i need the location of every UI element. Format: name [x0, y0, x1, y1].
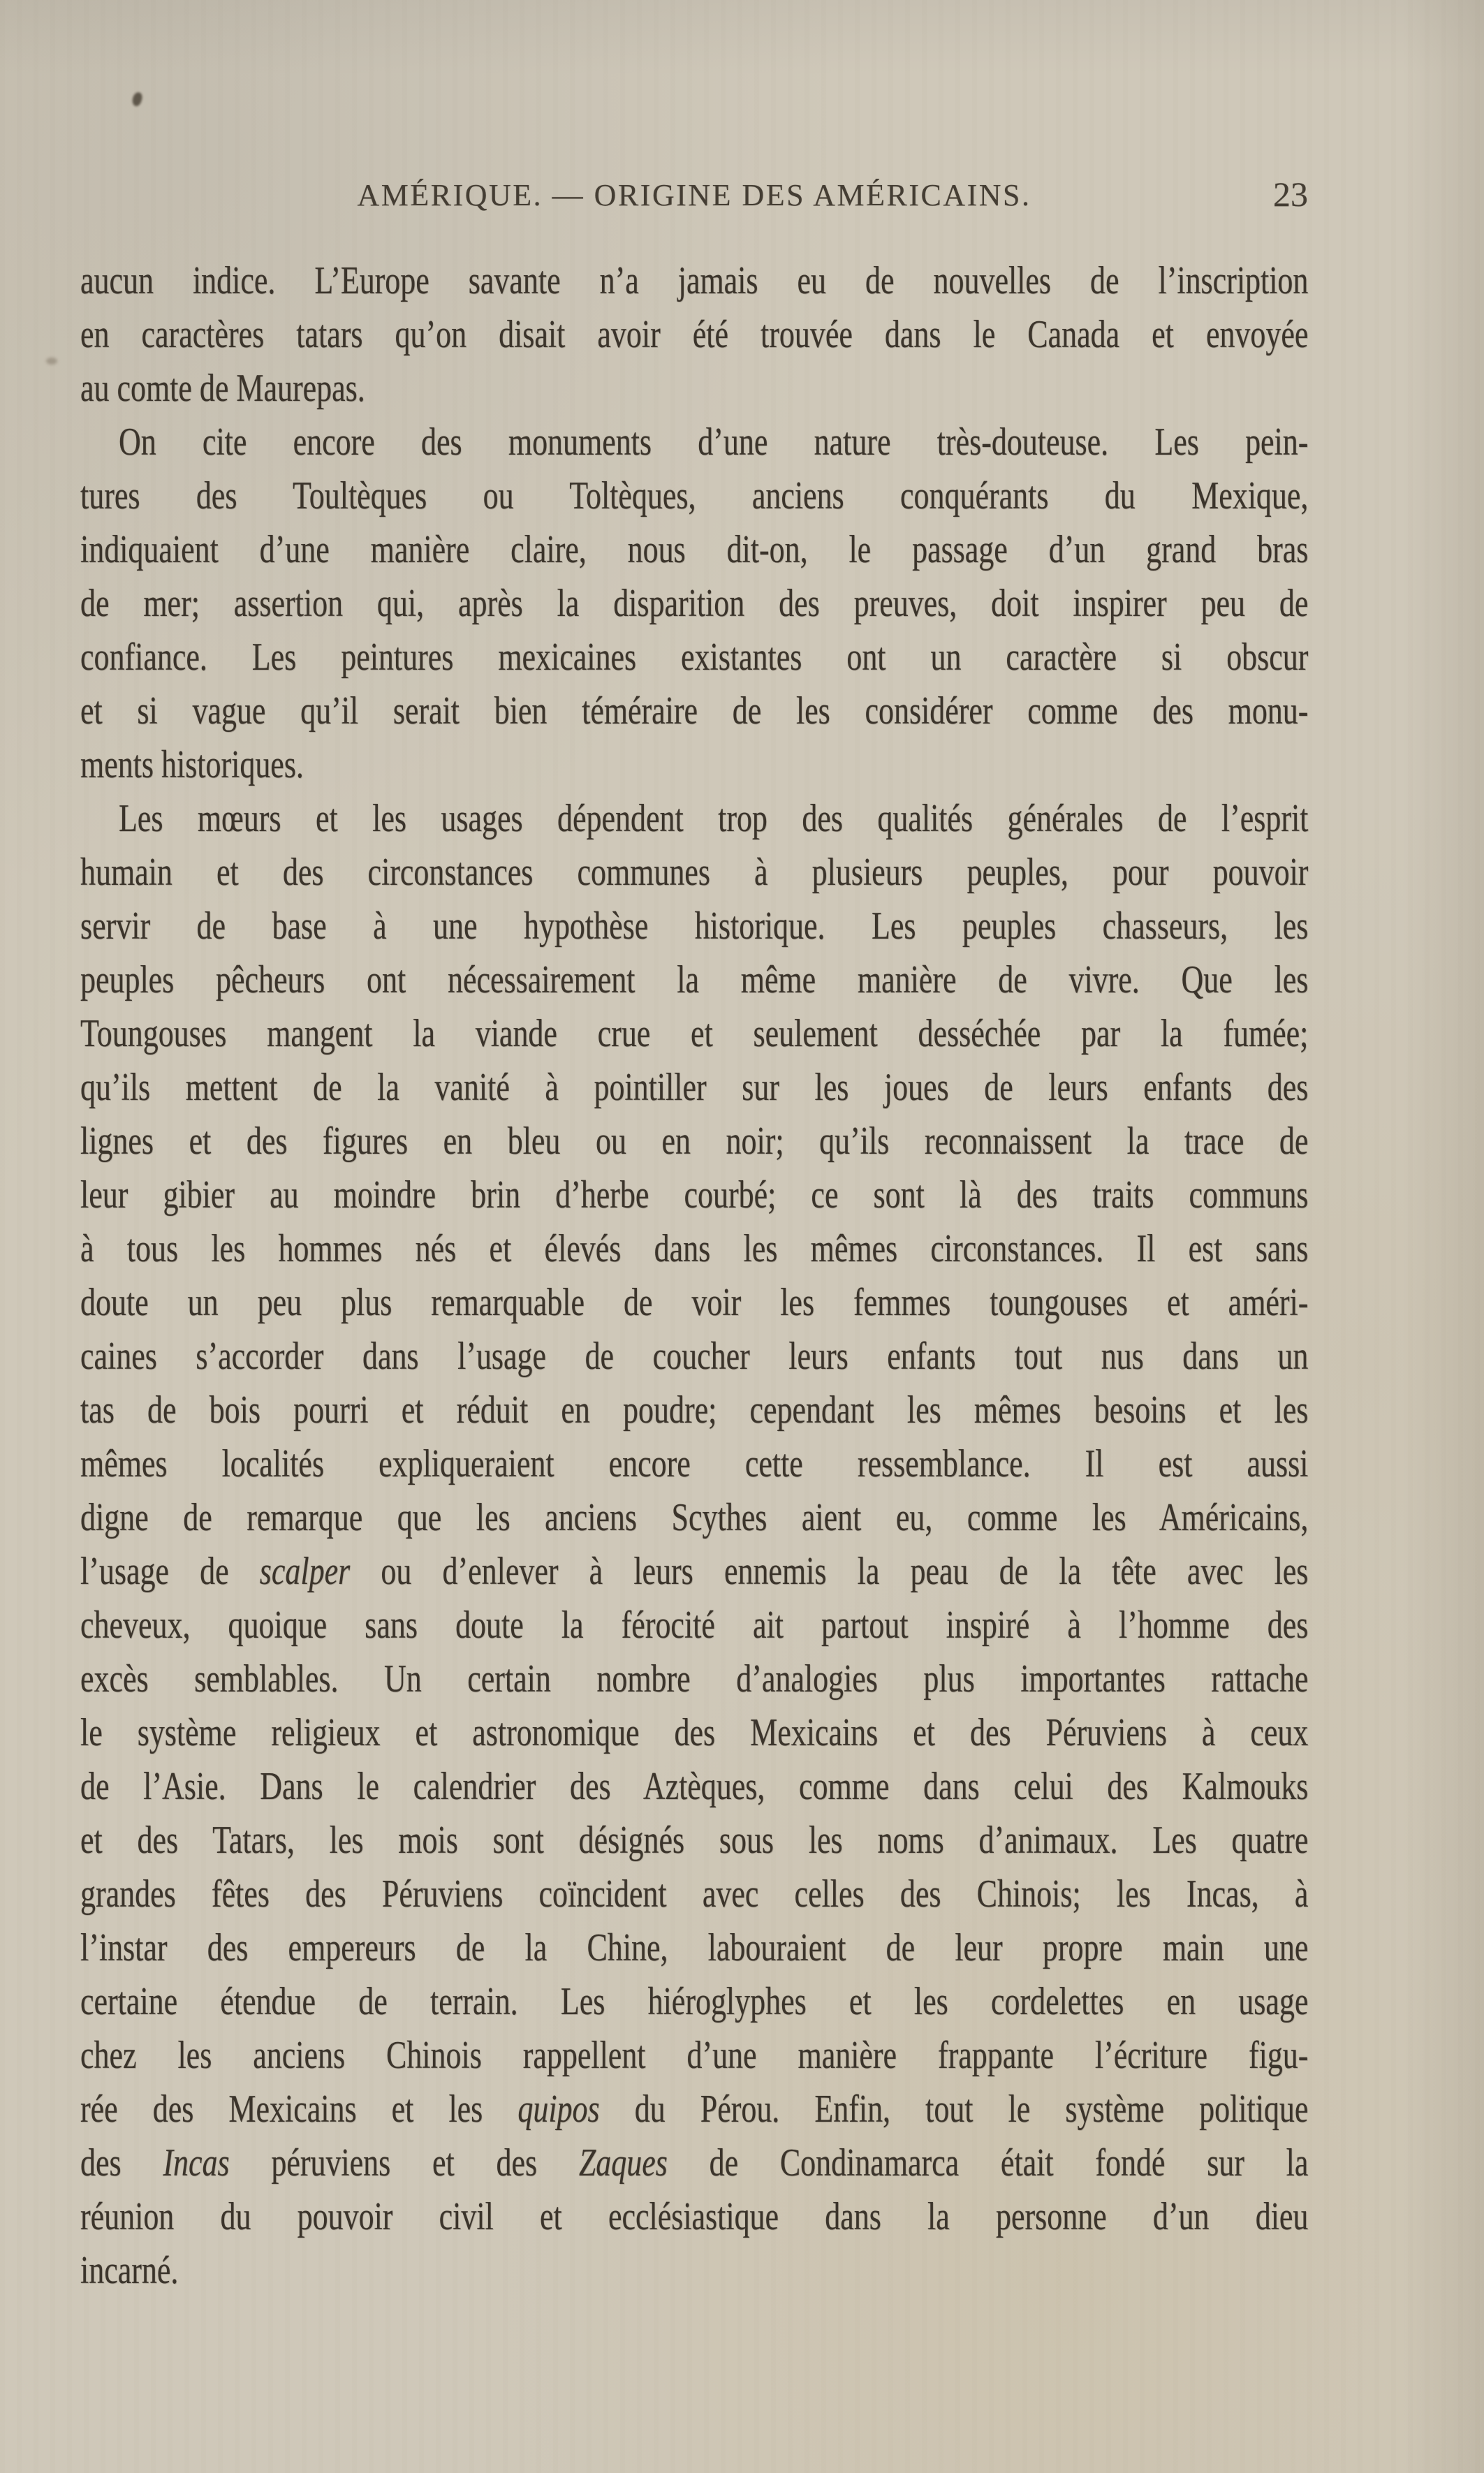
text-segment: l’usage de [80, 1550, 260, 1593]
text-line [80, 1760, 1308, 1814]
text-segment: leur gibier au moindre brin d’herbe courbé; ce sont là des traits communs [80, 1173, 1309, 1217]
text-segment: Toungouses mangent la viande crue et seulement desséchée par la fumée; [80, 1012, 1309, 1055]
text-line [80, 254, 1308, 308]
text-line [80, 1975, 1308, 2029]
running-head-title: AMÉRIQUE. — ORIGINE DES AMÉRICAINS. [357, 178, 1031, 212]
text-line [80, 523, 1308, 577]
text-segment: péruviens et des [229, 2141, 579, 2185]
text-line [80, 2136, 1308, 2190]
text-line [80, 631, 1308, 684]
paper-stain [46, 358, 57, 365]
text-segment: à tous les hommes nés et élevés dans les mêmes circonstances. Il est sans [80, 1227, 1309, 1270]
text-segment: ou d’enlever à leurs ennemis la peau de la tête avec les [350, 1550, 1309, 1593]
text-segment: ments historiques. [80, 743, 304, 786]
text-line [80, 1276, 1308, 1330]
text-line [80, 2190, 1308, 2244]
text-segment: de mer; assertion qui, après la disparition des preuves, doit inspirer peu de [80, 582, 1309, 625]
text-line [80, 1115, 1308, 1168]
text-line [80, 792, 1308, 846]
text-segment: Les mœurs et les usages dépendent trop des qualités générales de l’esprit [118, 797, 1309, 840]
text-line [80, 1921, 1308, 1975]
text-segment: humain et des circonstances communes à plusieurs peuples, pour pouvoir [80, 851, 1309, 894]
text-segment: de Condinamarca était fondé sur la [667, 2141, 1309, 2185]
text-line [80, 1007, 1308, 1061]
text-line [80, 1706, 1308, 1760]
italic-text-segment: Incas [163, 2141, 230, 2185]
text-segment: au comte de Maurepas. [80, 367, 365, 410]
text-segment: indiquaient d’une manière claire, nous dit-on, le passage d’un grand bras [80, 528, 1309, 571]
text-line [80, 416, 1308, 469]
text-segment: du Pérou. Enfin, tout le système politique [599, 2087, 1309, 2131]
text-line [80, 1652, 1308, 1706]
text-line [80, 738, 1308, 792]
text-line [80, 2244, 1308, 2298]
text-line [80, 900, 1308, 953]
text-segment: tures des Toultèques ou Toltèques, anciens conquérants du Mexique, [80, 474, 1309, 518]
text-segment: servir de base à une hypothèse historique. Les peuples chasseurs, les [80, 904, 1309, 948]
text-segment: digne de remarque que les anciens Scythes aient eu, comme les Américains, [80, 1496, 1309, 1539]
text-line [80, 577, 1308, 631]
text-segment: mêmes localités expliqueraient encore cette ressemblance. Il est aussi [80, 1442, 1309, 1485]
text-line [80, 1061, 1308, 1115]
text-line [80, 2083, 1308, 2136]
text-line [80, 1814, 1308, 1867]
text-segment: grandes fêtes des Péruviens coïncident avec celles des Chinois; les Incas, à [80, 1872, 1309, 1916]
text-segment: le système religieux et astronomique des Mexicains et des Péruviens à ceux [80, 1711, 1309, 1754]
text-segment: On cite encore des monuments d’une nature très-douteuse. Les pein- [118, 420, 1309, 464]
text-segment: en caractères tatars qu’on disait avoir été trouvée dans le Canada et envoyée [80, 313, 1309, 356]
text-line [80, 1330, 1308, 1384]
text-line [80, 684, 1308, 738]
text-line [80, 308, 1308, 362]
text-line [80, 953, 1308, 1007]
text-segment: qu’ils mettent de la vanité à pointiller sur les joues de leurs enfants des [80, 1066, 1309, 1109]
italic-text-segment: quipos [517, 2087, 600, 2131]
ink-speck [131, 91, 144, 107]
text-line [80, 2029, 1308, 2083]
text-segment: cheveux, quoique sans doute la férocité ait partout inspiré à l’homme des [80, 1604, 1309, 1647]
text-segment: doute un peu plus remarquable de voir les femmes toungouses et améri- [80, 1281, 1309, 1324]
text-line [80, 1867, 1308, 1921]
text-segment: lignes et des figures en bleu ou en noir; qu’ils reconnaissent la trace de [80, 1120, 1309, 1163]
text-line [80, 362, 1308, 416]
text-segment: de l’Asie. Dans le calendrier des Aztèques, comme dans celui des Kalmouks [80, 1765, 1309, 1808]
text-segment: et des Tatars, les mois sont désignés sous les noms d’animaux. Les quatre [80, 1819, 1309, 1862]
text-line [80, 1222, 1308, 1276]
text-line [80, 846, 1308, 900]
text-segment: réunion du pouvoir civil et ecclésiastique dans la personne d’un dieu [80, 2195, 1309, 2238]
page-number: 23 [1273, 175, 1308, 214]
italic-text-segment: scalper [259, 1550, 351, 1593]
text-line [80, 1437, 1308, 1491]
text-line [80, 1384, 1308, 1437]
text-segment: l’instar des empereurs de la Chine, labouraient de leur propre main une [80, 1926, 1309, 1969]
text-segment: aucun indice. L’Europe savante n’a jamais eu de nouvelles de l’inscription [80, 259, 1309, 302]
text-line [80, 1491, 1308, 1545]
text-segment: chez les anciens Chinois rappellent d’une manière frappante l’écriture figu- [80, 2034, 1309, 2077]
text-segment: confiance. Les peintures mexicaines existantes ont un caractère si obscur [80, 636, 1309, 679]
text-segment: incarné. [80, 2249, 179, 2292]
text-block [80, 254, 1308, 2298]
text-segment: certaine étendue de terrain. Les hiéroglyphes et les cordelettes en usage [80, 1980, 1309, 2023]
text-segment: tas de bois pourri et réduit en poudre; cependant les mêmes besoins et les [80, 1388, 1309, 1432]
text-line [80, 1599, 1308, 1652]
text-segment: des [80, 2141, 163, 2185]
text-segment: peuples pêcheurs ont nécessairement la même manière de vivre. Que les [80, 958, 1309, 1001]
italic-text-segment: Zaques [578, 2141, 668, 2185]
text-segment: et si vague qu’il serait bien téméraire de les considérer comme des monu- [80, 689, 1309, 733]
text-line [80, 1168, 1308, 1222]
text-line [80, 1545, 1308, 1599]
text-line [80, 469, 1308, 523]
text-segment: excès semblables. Un certain nombre d’analogies plus importantes rattache [80, 1657, 1309, 1701]
text-segment: rée des Mexicains et les [80, 2087, 518, 2131]
text-segment: caines s’accorder dans l’usage de coucher leurs enfants tout nus dans un [80, 1335, 1309, 1378]
